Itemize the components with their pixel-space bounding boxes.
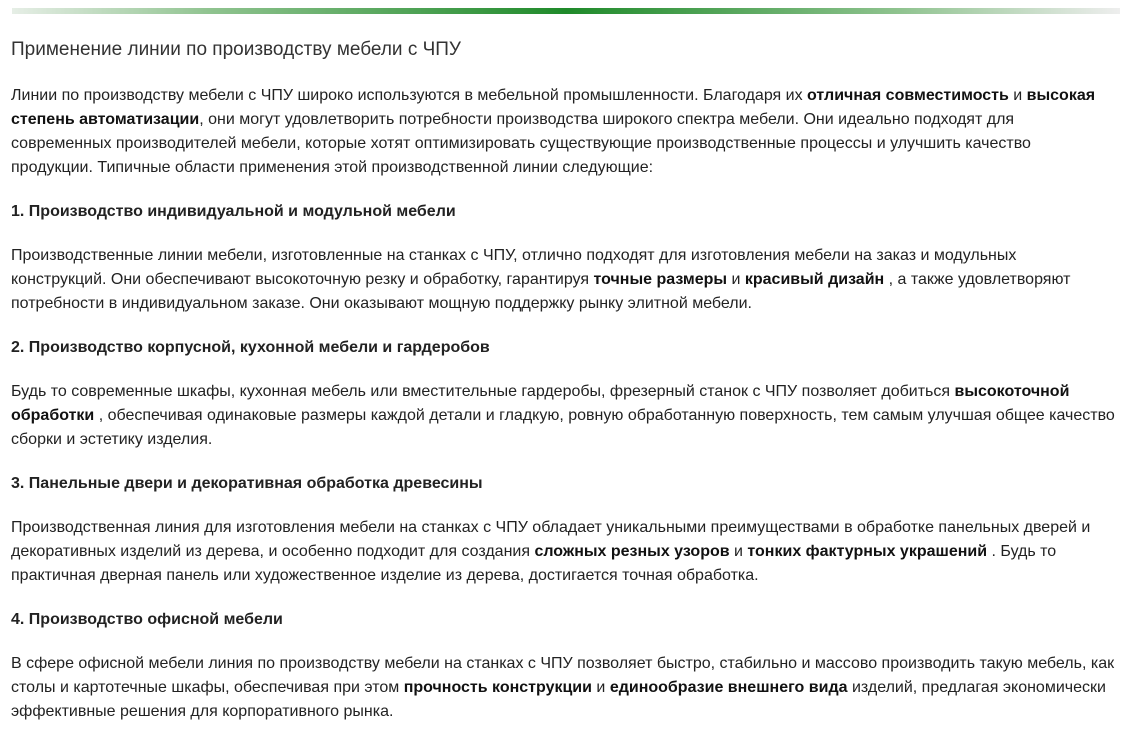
top-accent-bar bbox=[12, 8, 1120, 14]
s1-text-2: и bbox=[727, 271, 745, 288]
s1-text-3: , а также удовлетворяют потребности в индивидуальном заказе. Они оказывают мощную поддержку рынку элитной мебели. bbox=[11, 271, 1071, 312]
intro-text-3: , они могут удовлетворить потребности производства широкого спектра мебели. Они идеально подходят для современных производителей мебели, которые хотят оптимизировать существующие производственные процессы и улучшить качество продукции. Типичные области применения этой производственной линии следующие: bbox=[11, 111, 1031, 176]
s3-text-3: . Будь то практичная дверная панель или художественное изделие из дерева, достигается точная обработка. bbox=[11, 543, 1057, 584]
s4-text-1: В сфере офисной мебели линия по производству мебели на станках с ЧПУ позволяет быстро, стабильно и массово производить такую мебель, как столы и картотечные шкафы, обеспечивая при этом bbox=[11, 655, 1115, 696]
s1-text-1: Производственные линии мебели, изготовленные на станках с ЧПУ, отлично подходят для изготовления мебели на заказ и модульных конструкций. Они обеспечивают высокоточную резку и обработку, гарантируя bbox=[11, 247, 1017, 288]
intro-paragraph bbox=[11, 84, 1115, 180]
s2-text-1: Будь то современные шкафы, кухонная мебель или вместительные гардеробы, фрезерный станок с ЧПУ позволяет добиться bbox=[11, 383, 955, 400]
intro-bold-2: высокая степень автоматизации bbox=[11, 87, 1096, 128]
s3-text-2: и bbox=[729, 543, 748, 560]
page-title: Применение линии по производству мебели с ЧПУ bbox=[11, 39, 461, 60]
s4-text-2: и bbox=[591, 679, 610, 696]
s4-bold-1: прочность конструкции bbox=[403, 679, 592, 696]
s1-bold-1: точные размеры bbox=[593, 271, 728, 288]
section-paragraph-1 bbox=[11, 244, 1115, 316]
section-heading-3: 3. Панельные двери и декоративная обработка древесины bbox=[11, 475, 483, 492]
intro-bold-1: отличная совместимость bbox=[807, 87, 1009, 104]
section-heading-4: 4. Производство офисной мебели bbox=[11, 611, 283, 628]
s3-bold-2: тонких фактурных украшений bbox=[747, 543, 988, 560]
section-paragraph-3 bbox=[11, 516, 1115, 588]
section-heading-1: 1. Производство индивидуальной и модульной мебели bbox=[11, 203, 456, 220]
s2-text-2: , обеспечивая одинаковые размеры каждой детали и гладкую, ровную обработанную поверхность, тем самым улучшая общее качество сборки и эстетику изделия. bbox=[11, 407, 1115, 448]
intro-text-1: Линии по производству мебели с ЧПУ широко используются в мебельной промышленности. Благодаря их bbox=[11, 87, 808, 104]
section-paragraph-2 bbox=[11, 380, 1115, 452]
s3-bold-1: сложных резных узоров bbox=[534, 543, 730, 560]
intro-text-2: и bbox=[1008, 87, 1027, 104]
s4-text-3: изделий, предлагая экономически эффективные решения для корпоративного рынка. bbox=[11, 679, 1106, 720]
s3-text-1: Производственная линия для изготовления мебели на станках с ЧПУ обладает уникальными преимуществами в обработке панельных дверей и декоративных изделий из дерева, и особенно подходит для создания bbox=[11, 519, 1091, 560]
article bbox=[11, 38, 1115, 744]
s2-bold-1: высокоточной обработки bbox=[11, 383, 1070, 424]
section-heading-2: 2. Производство корпусной, кухонной мебели и гардеробов bbox=[11, 339, 490, 356]
s4-bold-2: единообразие внешнего вида bbox=[609, 679, 848, 696]
s1-bold-2: красивый дизайн bbox=[744, 271, 885, 288]
section-paragraph-4 bbox=[11, 652, 1115, 724]
